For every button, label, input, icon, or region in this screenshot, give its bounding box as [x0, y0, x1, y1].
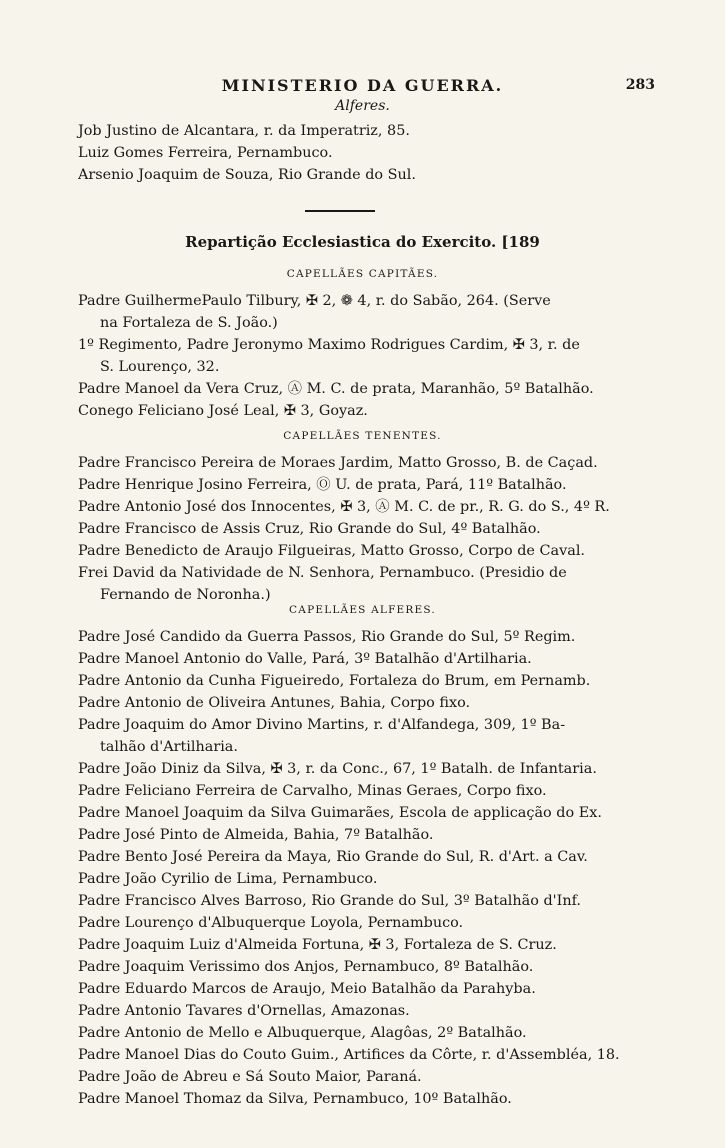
- list-item: Padre Antonio da Cunha Figueiredo, Fortaleza do Brum, em Pernamb.: [78, 673, 591, 689]
- list-item: Padre Lourenço d'Albuquerque Loyola, Pernambuco.: [78, 915, 464, 931]
- entry-continuation: Fernando de Noronha.): [100, 587, 271, 603]
- list-item: Padre Benedicto de Araujo Filgueiras, Matto Grosso, Corpo de Caval.: [78, 543, 585, 559]
- list-item: Padre Manoel Antonio do Valle, Pará, 3º Batalhão d'Artilharia.: [78, 651, 532, 667]
- list-item: Padre José Candido da Guerra Passos, Rio Grande do Sul, 5º Regim.: [78, 629, 576, 645]
- entry-line: Padre GuilhermePaulo Tilbury, ✠ 2, ❁ 4, r. do Sabão, 264. (Serve: [78, 293, 551, 309]
- list-item: Job Justino de Alcantara, r. da Imperatriz, 85.: [78, 123, 410, 139]
- list-item: [78, 714, 658, 758]
- list-item: Padre Manoel Dias do Couto Guim., Artifices da Côrte, r. d'Assembléa, 18.: [78, 1047, 620, 1063]
- subsection-heading-capitaes: CAPELLÃES CAPITÃES.: [286, 268, 439, 280]
- section-title: Repartição Ecclesiastica do Exercito. [189: [185, 233, 540, 251]
- list-item: Padre Manoel Joaquim da Silva Guimarães, Escola de applicação do Ex.: [78, 805, 602, 821]
- list-item: Padre Antonio Tavares d'Ornellas, Amazonas.: [78, 1003, 410, 1019]
- list-item: Padre Joaquim Luiz d'Almeida Fortuna, ✠ 3, Fortaleza de S. Cruz.: [78, 937, 557, 953]
- list-item: Padre Manoel da Vera Cruz, Ⓐ M. C. de prata, Maranhão, 5º Batalhão.: [78, 381, 594, 397]
- subsection-heading-alferes: CAPELLÃES ALFERES.: [289, 604, 436, 616]
- list-item: Padre João Cyrilio de Lima, Pernambuco.: [78, 871, 378, 887]
- list-item: Padre Eduardo Marcos de Araujo, Meio Batalhão da Parahyba.: [78, 981, 536, 997]
- page-number: 283: [625, 77, 655, 93]
- capellaes-alferes-list: [78, 626, 658, 1110]
- list-item: Padre Antonio José dos Innocentes, ✠ 3, Ⓐ M. C. de pr., R. G. do S., 4º R.: [78, 499, 610, 515]
- list-item: [78, 334, 658, 378]
- list-item: Padre Joaquim Verissimo dos Anjos, Pernambuco, 8º Batalhão.: [78, 959, 534, 975]
- subsection-heading-tenentes: CAPELLÃES TENENTES.: [283, 430, 442, 442]
- list-item: Luiz Gomes Ferreira, Pernambuco.: [78, 145, 333, 161]
- page-header: [0, 76, 725, 98]
- list-item: Padre Antonio de Mello e Albuquerque, Alagôas, 2º Batalhão.: [78, 1025, 527, 1041]
- list-item: Padre Francisco Pereira de Moraes Jardim, Matto Grosso, B. de Caçad.: [78, 455, 598, 471]
- entry-continuation: talhão d'Artilharia.: [100, 739, 238, 755]
- list-item: Padre Feliciano Ferreira de Carvalho, Minas Geraes, Corpo fixo.: [78, 783, 547, 799]
- entry-line: Padre Joaquim do Amor Divino Martins, r. d'Alfandega, 309, 1º Ba-: [78, 717, 566, 733]
- list-item: Padre João de Abreu e Sá Souto Maior, Paraná.: [78, 1069, 422, 1085]
- list-item: Padre José Pinto de Almeida, Bahia, 7º Batalhão.: [78, 827, 434, 843]
- list-item: Padre Francisco Alves Barroso, Rio Grande do Sul, 3º Batalhão d'Inf.: [78, 893, 581, 909]
- list-item: Padre Manoel Thomaz da Silva, Pernambuco, 10º Batalhão.: [78, 1091, 512, 1107]
- list-item: [78, 290, 658, 334]
- list-item: Arsenio Joaquim de Souza, Rio Grande do Sul.: [78, 167, 416, 183]
- list-item: Padre Antonio de Oliveira Antunes, Bahia, Corpo fixo.: [78, 695, 471, 711]
- entry-continuation: na Fortaleza de S. João.): [100, 315, 278, 331]
- alferes-list: [78, 120, 658, 186]
- capitaes-list: [78, 290, 658, 422]
- tenentes-list: [78, 452, 658, 606]
- list-item: Padre Bento José Pereira da Maya, Rio Grande do Sul, R. d'Art. a Cav.: [78, 849, 588, 865]
- list-item: [78, 562, 658, 606]
- list-item: Conego Feliciano José Leal, ✠ 3, Goyaz.: [78, 403, 368, 419]
- entry-line: Frei David da Natividade de N. Senhora, Pernambuco. (Presidio de: [78, 565, 567, 581]
- list-item: Padre João Diniz da Silva, ✠ 3, r. da Conc., 67, 1º Batalh. de Infantaria.: [78, 761, 597, 777]
- entry-line: 1º Regimento, Padre Jeronymo Maximo Rodrigues Cardim, ✠ 3, r. de: [78, 337, 580, 353]
- alferes-heading: Alferes.: [335, 98, 390, 114]
- list-item: Padre Henrique Josino Ferreira, Ⓞ U. de prata, Pará, 11º Batalhão.: [78, 477, 567, 493]
- running-title: MINISTERIO DA GUERRA.: [221, 76, 504, 95]
- section-divider: [305, 210, 375, 212]
- list-item: Padre Francisco de Assis Cruz, Rio Grande do Sul, 4º Batalhão.: [78, 521, 541, 537]
- entry-continuation: S. Lourenço, 32.: [100, 359, 220, 375]
